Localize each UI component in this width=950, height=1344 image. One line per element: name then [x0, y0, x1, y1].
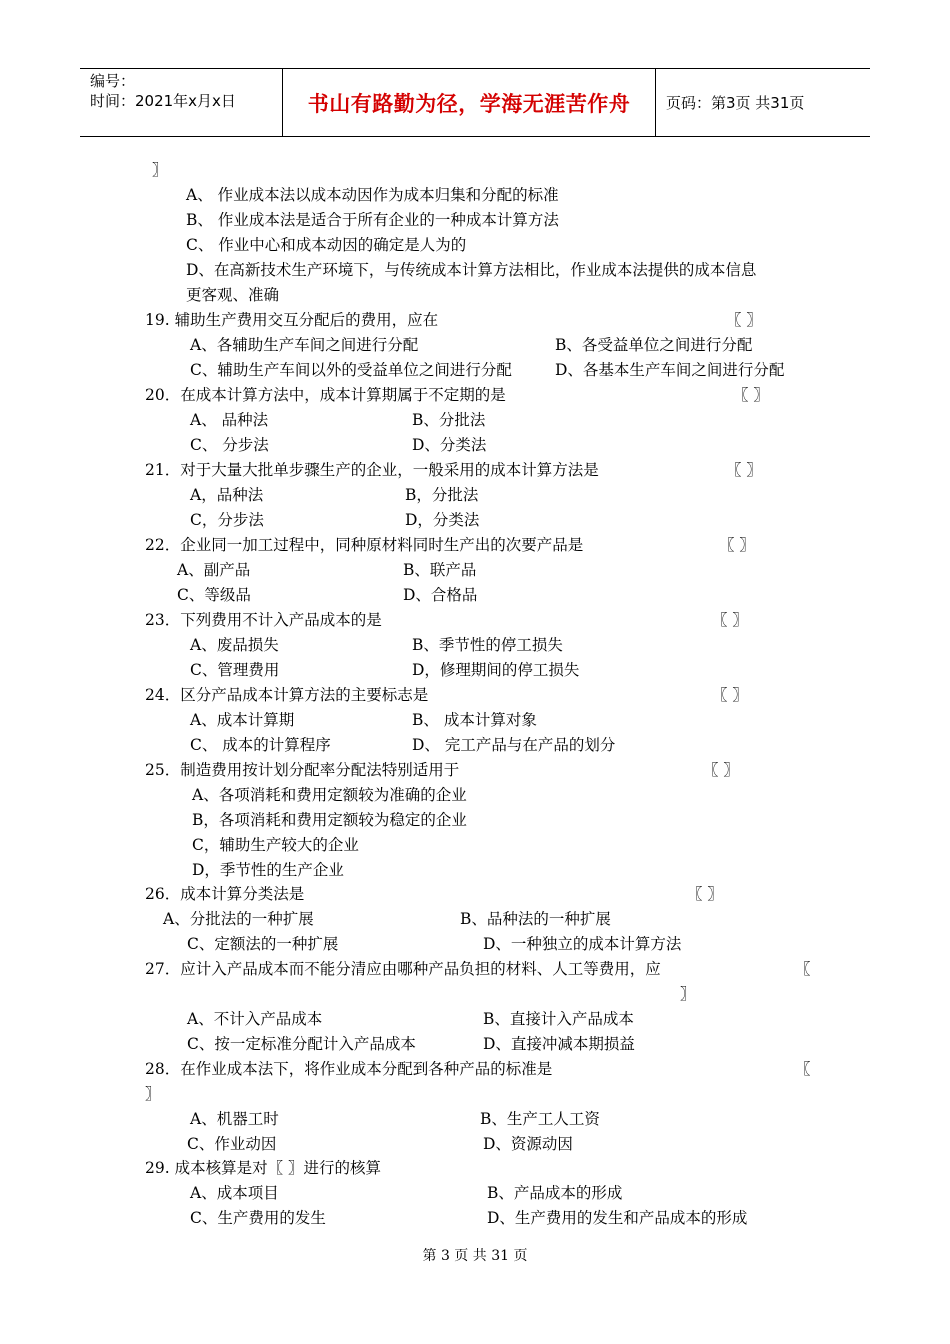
option: B、季节性的停工损失 [412, 636, 563, 654]
option: A，品种法 [190, 486, 264, 504]
option: C、作业动因 [187, 1135, 277, 1153]
option: B、直接计入产品成本 [483, 1010, 634, 1028]
option: D、资源动因 [483, 1135, 573, 1153]
answer-bracket-close: 〗 [145, 1085, 161, 1103]
question-text: 26．成本计算分类法是 [145, 885, 305, 903]
header-motto-cell [283, 69, 656, 136]
option: B、品种法的一种扩展 [460, 910, 611, 928]
option: C、定额法的一种扩展 [187, 935, 339, 953]
answer-bracket: 〖 〗 [726, 461, 762, 479]
text-line: 〗 [152, 161, 168, 179]
option: A、各项消耗和费用定额较为准确的企业 [192, 786, 467, 804]
option: D、 完工产品与在产品的划分 [412, 736, 616, 754]
option: D，季节性的生产企业 [192, 861, 344, 879]
document-time-label: 时间：2021年x月x日 [90, 92, 236, 110]
answer-bracket-close: 〗 [680, 985, 696, 1003]
option: B、生产工人工资 [480, 1110, 600, 1128]
option: A、各辅助生产车间之间进行分配 [190, 336, 419, 354]
option: D、一种独立的成本计算方法 [483, 935, 682, 953]
question-text: 25．制造费用按计划分配率分配法特别适用于 [145, 761, 460, 779]
option: C、 分步法 [190, 436, 269, 454]
option: D，分类法 [405, 511, 480, 529]
option: A、不计入产品成本 [187, 1010, 323, 1028]
option: A、废品损失 [190, 636, 279, 654]
header-page-cell [656, 69, 870, 136]
option: C、管理费用 [190, 661, 280, 679]
option: B、分批法 [412, 411, 486, 429]
answer-bracket: 〖 〗 [712, 611, 748, 629]
option: B、联产品 [403, 561, 477, 579]
header-info [80, 69, 283, 136]
option: B、各受益单位之间进行分配 [555, 336, 753, 354]
option: D，修理期间的停工损失 [412, 661, 580, 679]
question-text: 20．在成本计算方法中，成本计算期属于不定期的是 [145, 386, 506, 404]
answer-bracket: 〖 〗 [726, 311, 762, 329]
answer-bracket: 〖 〗 [719, 536, 755, 554]
option: D、分类法 [412, 436, 487, 454]
option: A、分批法的一种扩展 [163, 910, 314, 928]
option: D、直接冲减本期损益 [483, 1035, 635, 1053]
page-header [80, 68, 870, 137]
option: A、副产品 [177, 561, 251, 579]
option: C，分步法 [190, 511, 264, 529]
option: A、成本项目 [190, 1184, 279, 1202]
question-text: 22．企业同一加工过程中，同种原材料同时生产出的次要产品是 [145, 536, 584, 554]
option: B，分批法 [405, 486, 479, 504]
option: C、按一定标准分配计入产品成本 [187, 1035, 416, 1053]
answer-bracket: 〖 〗 [687, 885, 723, 903]
text-line: D、在高新技术生产环境下，与传统成本计算方法相比，作业成本法提供的成本信息 [186, 261, 757, 279]
text-line: B、 作业成本法是适合于所有企业的一种成本计算方法 [186, 211, 559, 229]
answer-bracket: 〖 〗 [712, 686, 748, 704]
option: C、生产费用的发生 [190, 1209, 326, 1227]
option: C，辅助生产较大的企业 [192, 836, 359, 854]
option: C、等级品 [177, 586, 251, 604]
option: D、生产费用的发生和产品成本的形成 [487, 1209, 748, 1227]
option: C、辅助生产车间以外的受益单位之间进行分配 [190, 361, 512, 379]
option: B、 成本计算对象 [412, 711, 537, 729]
header-motto: 书山有路勤为径，学海无涯苦作舟 [307, 91, 631, 116]
text-line: A、 作业成本法以成本动因作为成本归集和分配的标准 [186, 186, 559, 204]
option: D、各基本生产车间之间进行分配 [555, 361, 785, 379]
option: A、 品种法 [190, 411, 269, 429]
question-text: 29. 成本核算是对〖 〗进行的核算 [145, 1159, 382, 1177]
document-number-label: 编号： [90, 72, 136, 90]
option: D、合格品 [403, 586, 478, 604]
option: B，各项消耗和费用定额较为稳定的企业 [192, 811, 467, 829]
page-footer: 第 3 页 共 31 页 [422, 1248, 528, 1264]
option: C、 成本的计算程序 [190, 736, 331, 754]
question-text: 23．下列费用不计入产品成本的是 [145, 611, 382, 629]
header-page-number: 页码：第3页 共31页 [666, 94, 805, 112]
text-line: C、 作业中心和成本动因的确定是人为的 [186, 236, 467, 254]
answer-bracket: 〖 〗 [733, 386, 769, 404]
answer-bracket-open: 〖 [795, 960, 811, 978]
question-text: 24．区分产品成本计算方法的主要标志是 [145, 686, 429, 704]
question-text: 19. 辅助生产费用交互分配后的费用，应在 [145, 311, 439, 329]
option: B、产品成本的形成 [487, 1184, 623, 1202]
option: A、机器工时 [190, 1110, 279, 1128]
question-text: 21．对于大量大批单步骤生产的企业，一般采用的成本计算方法是 [145, 461, 599, 479]
question-text: 27．应计入产品成本而不能分清应由哪种产品负担的材料、人工等费用，应 [145, 960, 661, 978]
answer-bracket: 〖 〗 [703, 761, 739, 779]
answer-bracket-open: 〖 [795, 1060, 811, 1078]
option: A、成本计算期 [190, 711, 295, 729]
question-text: 28．在作业成本法下，将作业成本分配到各种产品的标准是 [145, 1060, 553, 1078]
text-line: 更客观、准确 [186, 286, 280, 304]
